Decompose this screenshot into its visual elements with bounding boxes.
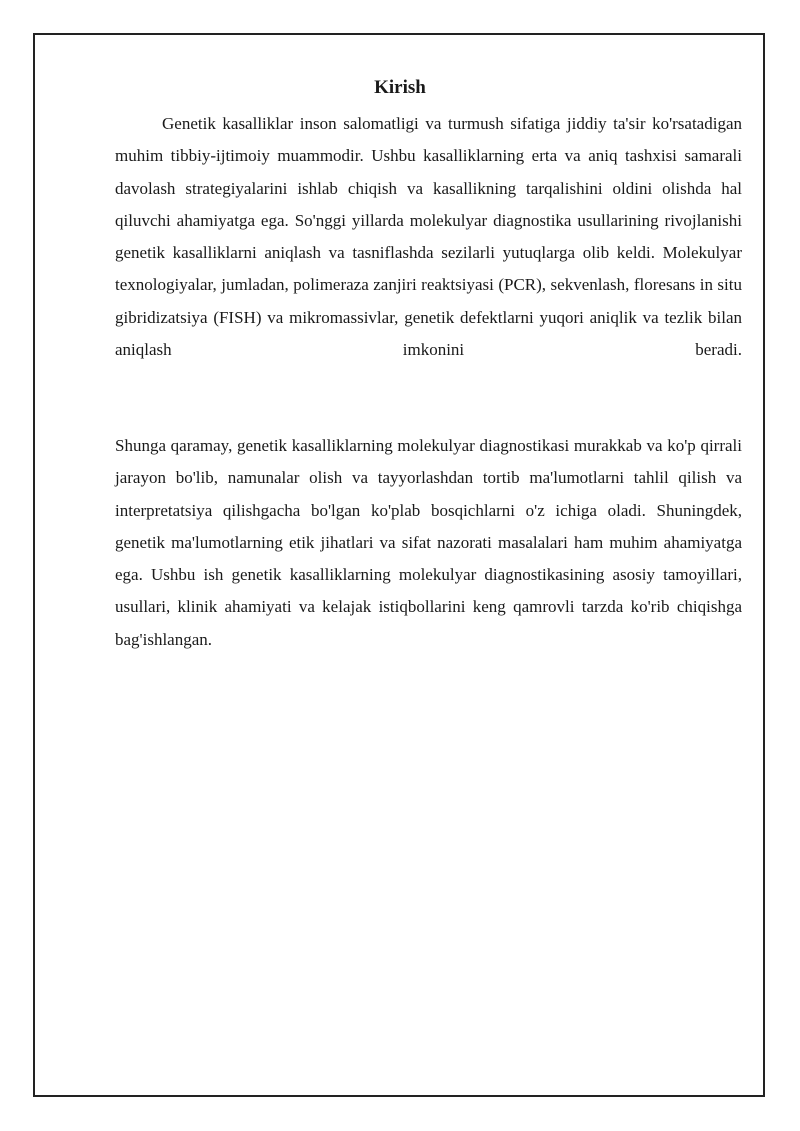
paragraph-introduction: Genetik kasalliklar inson salomatligi va turmush sifatiga jiddiy ta'sir ko'rsatadigan muhim tibbiy-ijtimoiy muammodir. Ushbu kasalliklarning erta va aniq tashxisi samarali davolash strategiyalarini ishlab chiqish va kasallikning tarqalishini oldini olishda hal qiluvchi ahamiyatga ega. So'nggi yillarda molekulyar diagnostika usullarining rivojlanishi genetik kasalliklarni aniqlash va tasniflashda sezilarli yutuqlarga olib keldi. Molekulyar texnologiyalar, jumladan, polimeraza zanjiri reaktsiyasi (PCR), sekvenlash, floresans in situ gibridizatsiya (FISH) va mikromassivlar, genetik defektlarni yuqori aniqlik va tezlik bilan aniqlash imkonini beradi. [115, 114, 742, 360]
page-title: Kirish [374, 77, 426, 98]
paragraph-diagnostics-scope: Shunga qaramay, genetik kasalliklarning molekulyar diagnostikasi murakkab va ko'p qirrali jarayon bo'lib, namunalar olish va tayyorlashdan tortib ma'lumotlarni tahlil qilish va interpretatsiya qilishgacha bo'lgan ko'plab bosqichlarni o'z ichiga oladi. Shuningdek, genetik ma'lumotlarning etik jihatlari va sifat nazorati masalalari ham muhim ahamiyatga ega. Ushbu ish genetik kasalliklarning molekulyar diagnostikasining asosiy tamoyillari, usullari, klinik ahamiyati va kelajak istiqbollarini keng qamrovli tarzda ko'rib chiqishga bag'ishlangan. [115, 436, 742, 649]
